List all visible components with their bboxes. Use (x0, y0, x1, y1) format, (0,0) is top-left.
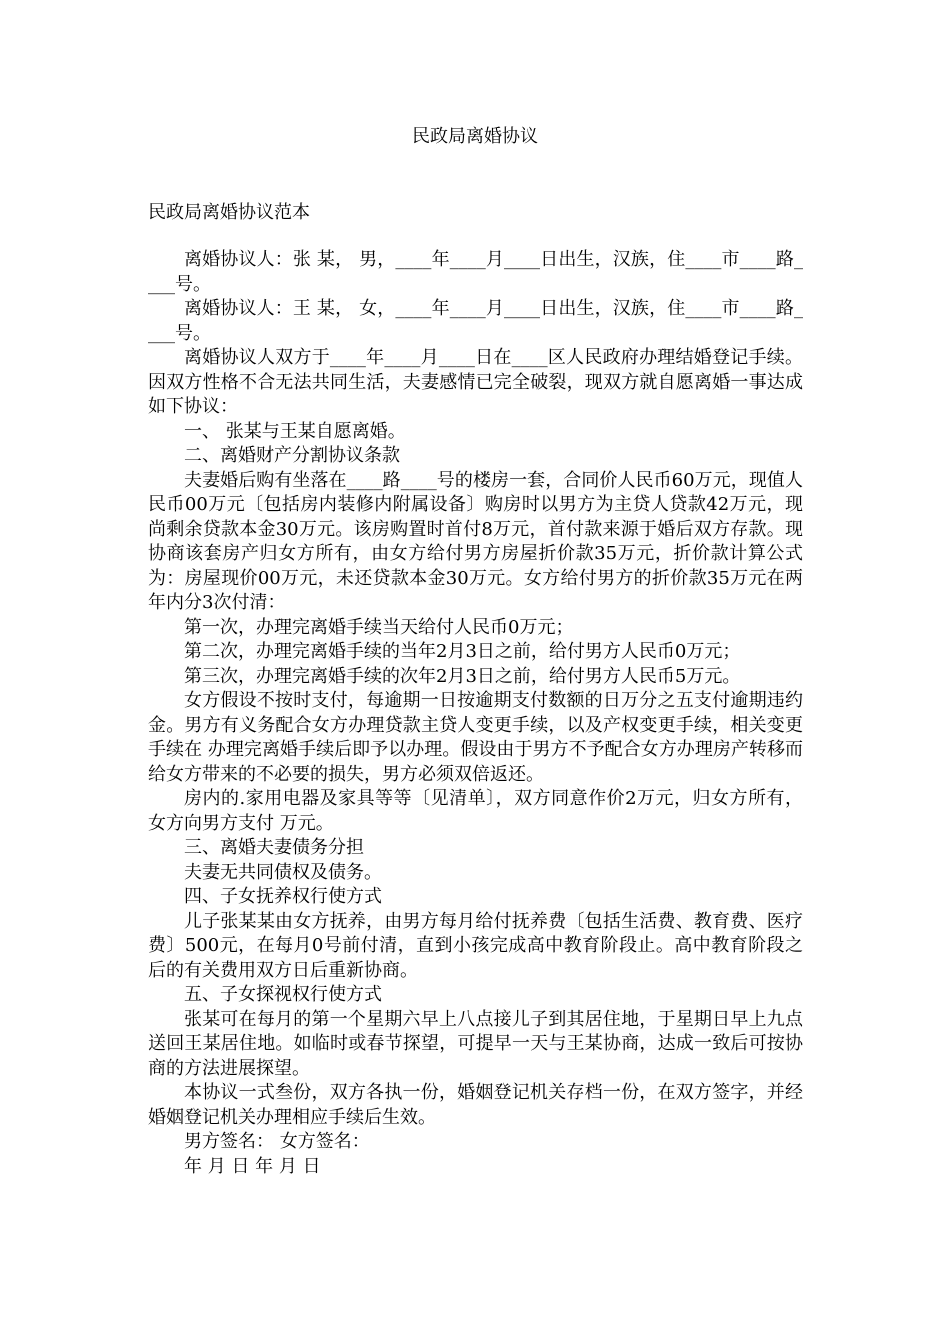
paragraph-effectiveness: 本协议一式叁份，双方各执一份，婚姻登记机关存档一份，在双方签字，并经婚姻登记机关办理相应手续后生效。 (148, 1082, 803, 1128)
paragraph-party-male: 离婚协议人：张 某， 男，____年____月____日出生，汉族，住____市____路____号。 (148, 249, 803, 295)
paragraph-preamble: 离婚协议人双方于____年____月____日在____区人民政府办理结婚登记手续。因双方性格不合无法共同生活，夫妻感情已完全破裂，现双方就自愿离婚一事达成如下协议： (148, 347, 803, 417)
clause-heading-2: 二、离婚财产分割协议条款 (184, 445, 400, 466)
paragraph-debts: 夫妻无共同债权及债务。 (184, 861, 382, 883)
paragraph-payment-1: 第一次，办理完离婚手续当天给付人民币0万元； (184, 616, 574, 638)
paragraph-payment-3: 第三次，办理完离婚手续的次年2月3日之前，给付男方人民币5万元。 (184, 665, 741, 687)
paragraph-custody: 儿子张某某由女方抚养，由男方每月给付抚养费〔包括生活费、教育费、医疗费〕500元，在每月0号前付清，直到小孩完成高中教育阶段止。高中教育阶段之后的有关费用双方日后重新协商。 (148, 910, 803, 981)
paragraph-furniture: 房内的.家用电器及家具等等〔见清单〕，双方同意作价2万元，归女方所有，女方向男方支付 万元。 (148, 788, 803, 834)
date-line: 年 月 日 年 月 日 (184, 1155, 321, 1177)
document-body (148, 248, 803, 1179)
clause-heading-4: 四、子女抚养权行使方式 (184, 886, 382, 907)
signature-line: 男方签名： 女方签名： (184, 1131, 370, 1152)
clause-heading-1: 一、 张某与王某自愿离婚。 (184, 420, 406, 442)
clause-heading-5: 五、子女探视权行使方式 (184, 984, 382, 1005)
document-subtitle: 民政局离婚协议范本 (148, 202, 310, 223)
clause-heading-3: 三、离婚夫妻债务分担 (184, 837, 364, 858)
paragraph-penalty: 女方假设不按时支付，每逾期一日按逾期支付数额的日万分之五支付逾期违约金。男方有义务配合女方办理贷款主贷人变更手续，以及产权变更手续，相关变更手续在 办理完离婚手续后即予以办理。假设由于男方不予配合女方办理房产转移而给女方带来的不必要的损失，男方必须双倍返还。 (148, 690, 803, 785)
paragraph-payment-2: 第二次，办理完离婚手续的当年2月3日之前，给付男方人民币0万元； (184, 641, 741, 662)
paragraph-visitation: 张某可在每月的第一个星期六早上八点接儿子到其居住地，于星期日早上九点送回王某居住地。如临时或春节探望，可提早一天与王某协商，达成一致后可按协商的方法进展探望。 (148, 1008, 803, 1079)
paragraph-party-female: 离婚协议人：王 某， 女，____年____月____日出生，汉族，住____市____路____号。 (148, 298, 803, 344)
document-title: 民政局离婚协议 (412, 126, 538, 147)
paragraph-property: 夫妻婚后购有坐落在____路____号的楼房一套，合同价人民币60万元，现值人民币00万元〔包括房内装修内附属设备〕购房时以男方为主贷人贷款42万元，现尚剩余贷款本金30万元。该房购置时首付8万元，首付款来源于婚后双方存款。现协商该套房产归女方所有，由女方给付男方房屋折价款35万元，折价款计算公式为：房屋现价00万元，未还贷款本金30万元。女方给付男方的折价款35万元在两年内分3次付清： (148, 469, 803, 613)
